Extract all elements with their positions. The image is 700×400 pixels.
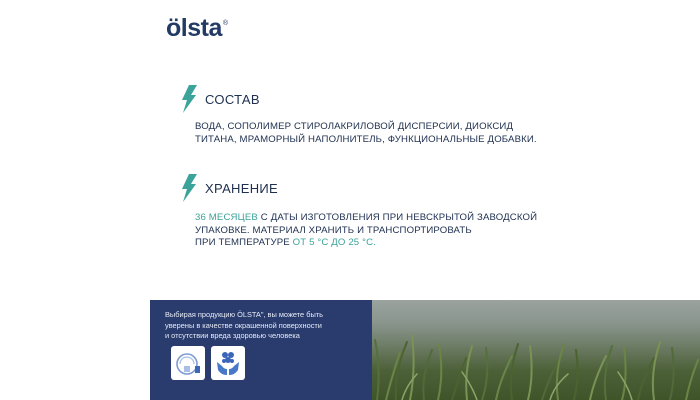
bottom-banner xyxy=(150,300,700,400)
storage-line-3 xyxy=(195,237,537,250)
composition-title: СОСТАВ xyxy=(205,91,260,107)
emission-certificate-icon xyxy=(171,346,205,380)
banner-line-2: уверены в качестве окрашенной поверхности xyxy=(165,320,322,330)
storage-temp-range: ОТ 5 °С ДО 25 °С. xyxy=(292,237,376,249)
composition-heading xyxy=(180,85,260,113)
brand-logo xyxy=(166,14,228,43)
storage-line-1-rest: С ДАТЫ ИЗГОТОВЛЕНИЯ ПРИ НЕВСКРЫТОЙ ЗАВОДСКОЙ xyxy=(257,212,538,223)
composition-text xyxy=(195,121,537,146)
banner-line-3: и отсутствии вреда здоровью человека xyxy=(165,331,300,341)
storage-text xyxy=(195,212,537,250)
emission-certificate-badge xyxy=(171,346,205,380)
storage-heading xyxy=(180,174,278,202)
grass-illustration xyxy=(372,300,700,400)
storage-period: 36 МЕСЯЦЕВ xyxy=(195,212,258,223)
lightning-bolt-icon xyxy=(180,174,198,202)
storage-line-2: УПАКОВКЕ. МАТЕРИАЛ ХРАНИТЬ И ТРАНСПОРТИРОВАТЬ xyxy=(195,224,472,236)
storage-line-1 xyxy=(195,212,537,225)
hands-health-icon xyxy=(211,346,245,380)
registered-mark: ® xyxy=(222,20,228,27)
storage-temp-prefix: ПРИ ТЕМПЕРАТУРЕ xyxy=(195,237,293,249)
composition-line-2: ТИТАНА, МРАМОРНЫЙ НАПОЛНИТЕЛЬ, ФУНКЦИОНАЛЬНЫЕ ДОБАВКИ. xyxy=(195,133,537,145)
health-safety-badge xyxy=(211,346,245,380)
lightning-bolt-icon xyxy=(180,85,198,113)
brand-name: ölsta xyxy=(166,14,222,42)
grass-photo xyxy=(372,300,700,400)
banner-info-panel xyxy=(150,300,372,400)
composition-line-1: ВОДА, СОПОЛИМЕР СТИРОЛАКРИЛОВОЙ ДИСПЕРСИИ, ДИОКСИД xyxy=(195,121,514,132)
storage-title: ХРАНЕНИЕ xyxy=(205,180,279,196)
banner-line-1: Выбирая продукцию ÖLSTA", вы можете быть xyxy=(165,310,324,319)
banner-text xyxy=(165,310,365,342)
